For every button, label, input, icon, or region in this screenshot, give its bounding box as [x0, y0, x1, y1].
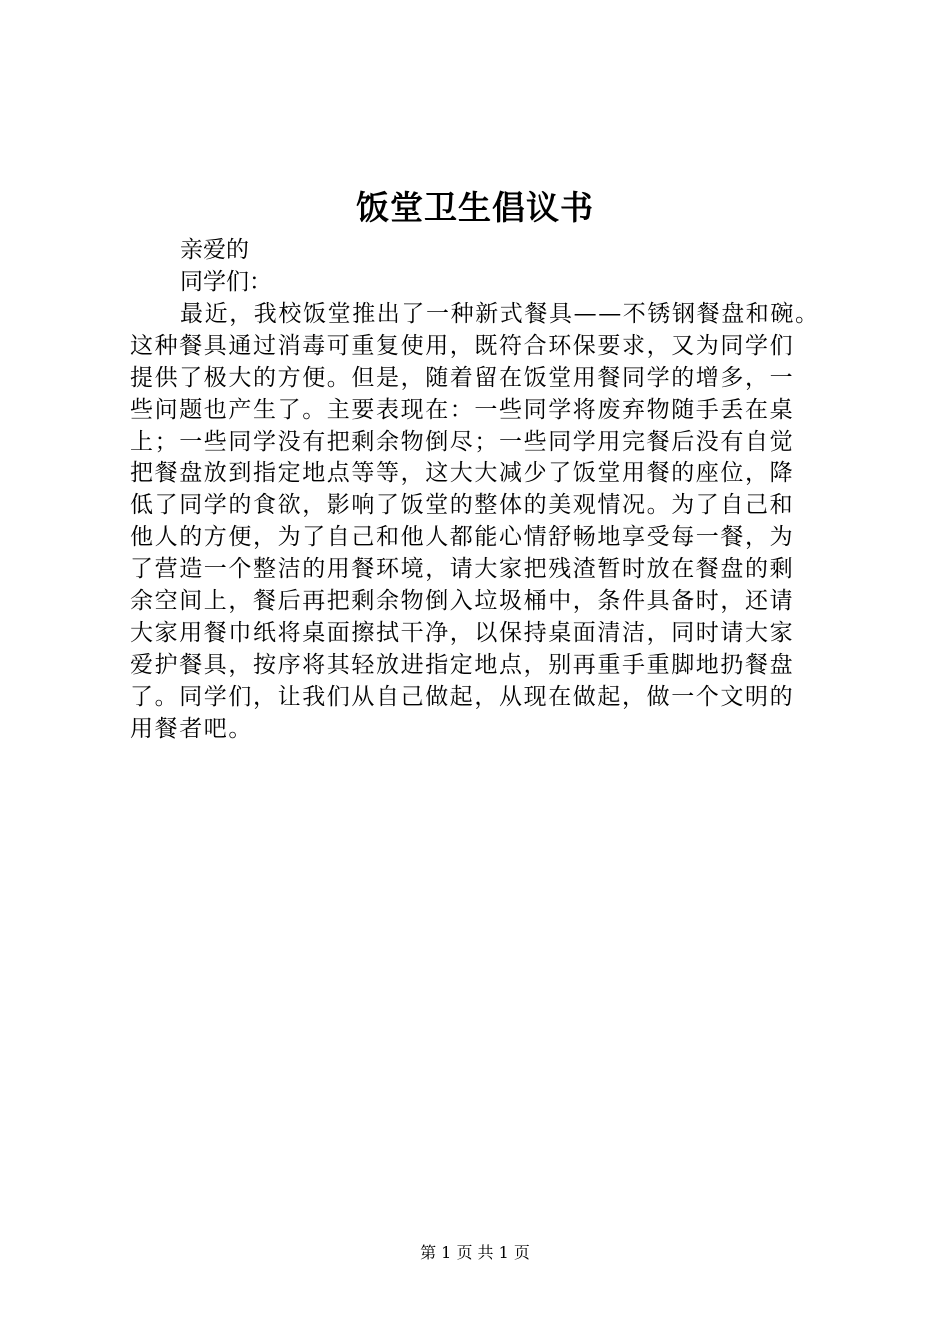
- document-title: 饭堂卫生倡议书: [356, 188, 594, 227]
- body-line: 用餐者吧。: [130, 715, 253, 742]
- body-line: 了。同学们，让我们从自己做起，从现在做起，做一个文明的: [130, 683, 795, 710]
- body-line: 爱护餐具，按序将其轻放进指定地点，别再重手重脚地扔餐盘: [130, 651, 795, 678]
- greeting-line-1: 亲爱的: [180, 237, 249, 263]
- body-line: 上；一些同学没有把剩余物倒尽；一些同学用完餐后没有自觉: [130, 428, 795, 455]
- body-line: 最近，我校饭堂推出了一种新式餐具——不锈钢餐盘和碗。: [180, 301, 820, 327]
- body-line: 低了同学的食欲，影响了饭堂的整体的美观情况。为了自己和: [130, 492, 795, 519]
- body-line: 余空间上，餐后再把剩余物倒入垃圾桶中，条件具备时，还请: [130, 588, 795, 615]
- body-line: 这种餐具通过消毒可重复使用，既符合环保要求，又为同学们: [130, 332, 795, 359]
- body-line: 大家用餐巾纸将桌面擦拭干净，以保持桌面清洁，同时请大家: [130, 619, 795, 646]
- body-line: 了营造一个整洁的用餐环境，请大家把残渣暂时放在餐盘的剩: [130, 556, 795, 583]
- body-line: 提供了极大的方便。但是，随着留在饭堂用餐同学的增多，一: [130, 364, 795, 391]
- body-line: 把餐盘放到指定地点等等，这大大减少了饭堂用餐的座位，降: [130, 460, 795, 487]
- body-paragraph: [130, 299, 850, 745]
- body-line: 他人的方便，为了自己和他人都能心情舒畅地享受每一餐，为: [130, 524, 795, 551]
- page-footer: 第 1 页 共 1 页: [420, 1243, 530, 1262]
- body-line: 些问题也产生了。主要表现在：一些同学将废弃物随手丢在桌: [130, 396, 795, 423]
- greeting-line-2: 同学们：: [180, 269, 272, 295]
